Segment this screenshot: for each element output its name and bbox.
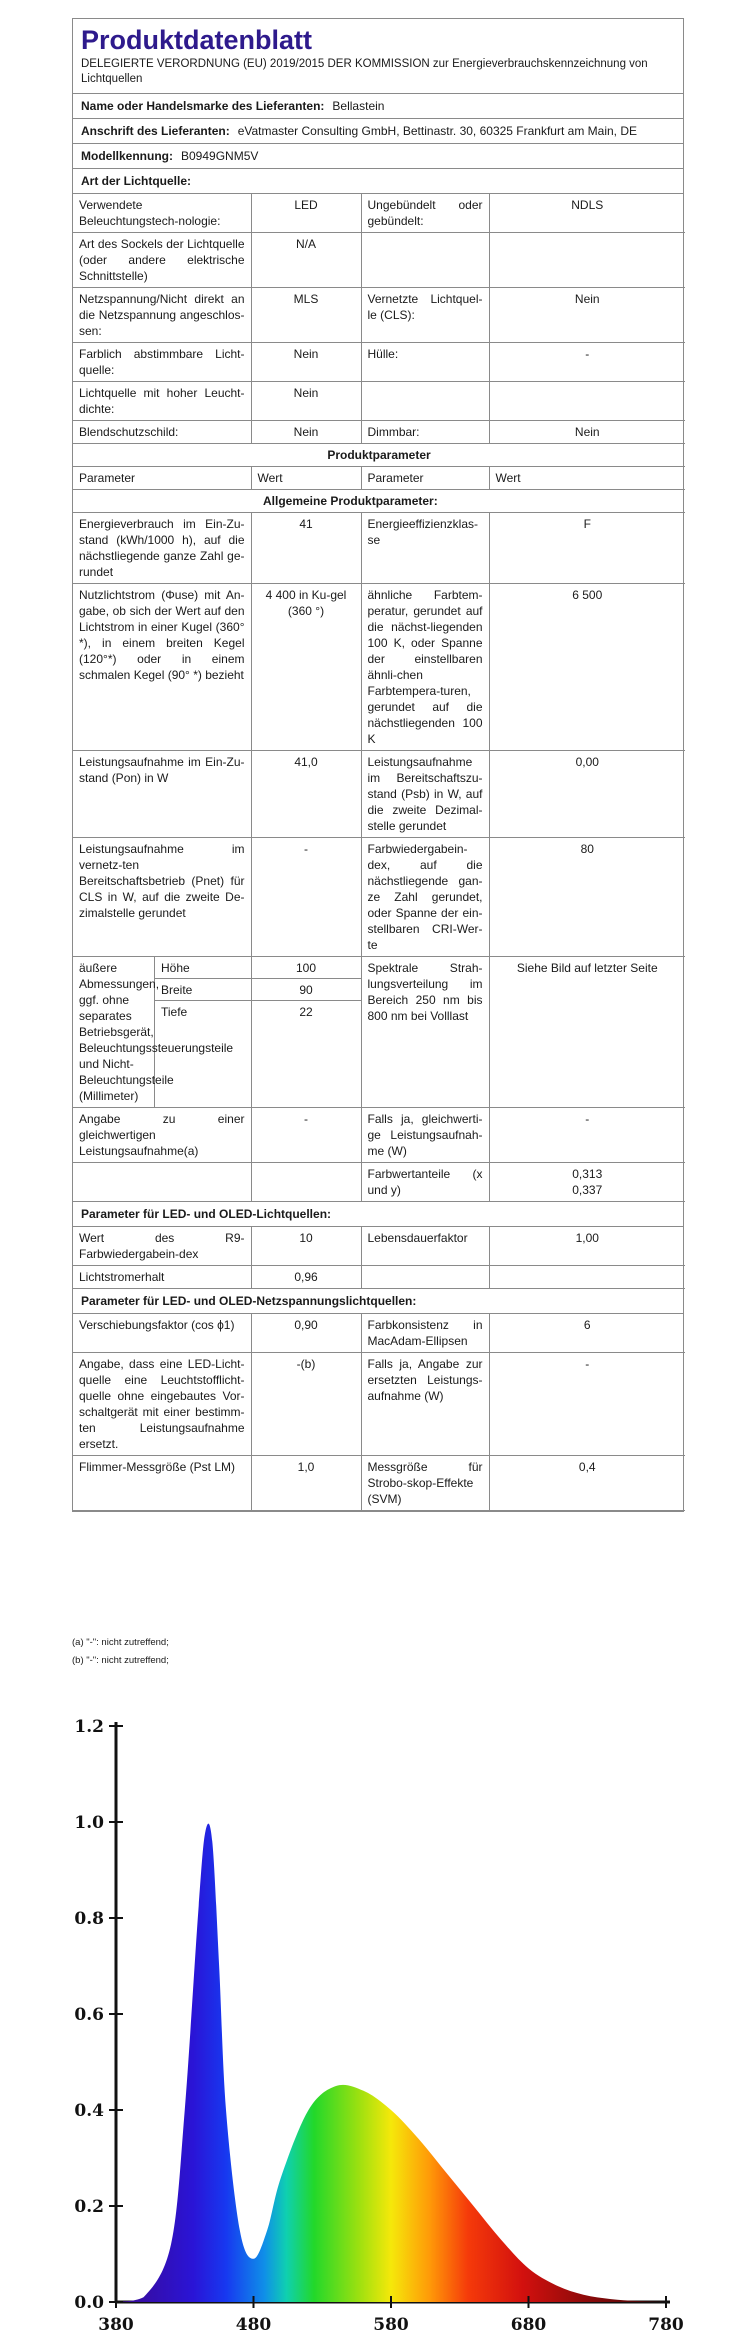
page-title: Produktdatenblatt bbox=[81, 25, 313, 55]
product-param-extra-v2: 0,313 0,337 bbox=[489, 1163, 685, 1202]
product-param-row bbox=[73, 751, 685, 838]
general-params-heading: Allgemeine Produktparameter: bbox=[73, 490, 685, 513]
product-param-row bbox=[73, 513, 685, 584]
light-source-l1: Lichtquelle mit hoher Leucht-dichte: bbox=[73, 382, 251, 421]
dimensions-label: äußere Abmessungen, ggf. ohne separates Betriebsgerät, Beleuchtungssteuerungsteile und Nicht-Beleuchtungsteile (Millimeter) bbox=[73, 957, 155, 1107]
y-tick-label: 1.2 bbox=[74, 1717, 104, 1737]
mains-param-v1: 0,90 bbox=[251, 1314, 361, 1353]
led-params-heading: Parameter für LED- und OLED-Lichtquellen: bbox=[73, 1202, 683, 1227]
product-datasheet bbox=[72, 18, 684, 1512]
regulation-text: DELEGIERTE VERORDNUNG (EU) 2019/2015 DER KOMMISSION zur Energieverbrauchskennzeichnung von Lichtquellen bbox=[81, 58, 648, 85]
mains-param-l2: Farbkonsistenz in MacAdam-Ellipsen bbox=[361, 1314, 489, 1353]
x-tick-label: 680 bbox=[510, 2315, 547, 2335]
product-param-extra-row bbox=[73, 1108, 685, 1163]
product-param-extra-v1: - bbox=[251, 1108, 361, 1163]
supplier-name-label: Name oder Handelsmarke des Lieferanten: bbox=[81, 99, 325, 113]
product-param-v2: F bbox=[489, 513, 685, 584]
light-source-heading: Art der Lichtquelle: bbox=[73, 169, 683, 194]
product-param-l1: Leistungsaufnahme im Ein-Zu-stand (Pon) in W bbox=[73, 751, 251, 838]
mains-param-v1: 1,0 bbox=[251, 1456, 361, 1511]
led-param-row bbox=[73, 1266, 685, 1289]
light-source-v1: Nein bbox=[251, 382, 361, 421]
light-source-l2: Ungebündelt oder gebündelt: bbox=[361, 194, 489, 233]
footnote-a: (a) "-": nicht zutreffend; bbox=[72, 1637, 169, 1648]
product-param-v1: 41 bbox=[251, 513, 361, 584]
model-label: Modellkennung: bbox=[81, 149, 173, 163]
spectral-distribution-chart bbox=[54, 1690, 694, 2340]
light-source-row bbox=[73, 233, 685, 288]
dimension-values bbox=[251, 957, 361, 1108]
mains-params-heading: Parameter für LED- und OLED-Netzspannungslichtquellen: bbox=[73, 1289, 683, 1314]
product-param-l2: Energieeffizienzklas-se bbox=[361, 513, 489, 584]
header bbox=[73, 19, 683, 94]
light-source-l1: Netzspannung/Nicht direkt an die Netzspannung angeschlos-sen: bbox=[73, 288, 251, 343]
mains-param-v2: 6 bbox=[489, 1314, 685, 1353]
supplier-address-label: Anschrift des Lieferanten: bbox=[81, 124, 230, 138]
spectral-distribution-label: Spektrale Strah-lungsverteilung im Bereich 250 nm bis 800 nm bei Volllast bbox=[361, 957, 489, 1108]
product-param-v2: 80 bbox=[489, 838, 685, 957]
light-source-row bbox=[73, 288, 685, 343]
product-param-l1: Nutzlichtstrom (Φuse) mit An-gabe, ob sich der Wert auf den Lichtstrom in einer Kugel (360° *), in einem breiten Kegel (120°*) oder in einem schmalen Kegel (90° *) bezieht bbox=[73, 584, 251, 751]
led-param-l1: Lichtstromerhalt bbox=[73, 1266, 251, 1289]
product-param-extra-v2: - bbox=[489, 1108, 685, 1163]
x-tick-label: 580 bbox=[373, 2315, 409, 2335]
col-param-2: Parameter bbox=[361, 467, 489, 490]
led-params-table bbox=[73, 1227, 685, 1289]
product-param-l2: Farbwiedergabein-dex, auf die nächstliegende gan-ze Zahl gerundet, oder Spanne der ein-stellbaren CRI-Wer-te bbox=[361, 838, 489, 957]
light-source-l2: Hülle: bbox=[361, 343, 489, 382]
light-source-v2: Nein bbox=[489, 421, 685, 444]
led-param-v2 bbox=[489, 1266, 685, 1289]
product-params-table bbox=[73, 444, 685, 1202]
light-source-row bbox=[73, 421, 685, 444]
model-value: B0949GNM5V bbox=[181, 149, 259, 163]
light-source-row bbox=[73, 194, 685, 233]
mains-param-l1: Angabe, dass eine LED-Licht-quelle eine Leuchtstofflicht-quelle ohne eingebautes Vor-schaltgerät mit einer bestimm-ten Leistungsaufnahme ersetzt. bbox=[73, 1353, 251, 1456]
light-source-l2: Vernetzte Lichtquel-le (CLS): bbox=[361, 288, 489, 343]
product-param-v1: - bbox=[251, 838, 361, 957]
light-source-v2: - bbox=[489, 343, 685, 382]
light-source-l1: Art des Sockels der Lichtquelle (oder andere elektrische Schnittstelle) bbox=[73, 233, 251, 288]
mains-param-v2: 0,4 bbox=[489, 1456, 685, 1511]
product-param-v1: 4 400 in Ku-gel (360 °) bbox=[251, 584, 361, 751]
product-param-extra-l1 bbox=[73, 1163, 251, 1202]
col-value-2: Wert bbox=[489, 467, 685, 490]
y-tick-label: 0.6 bbox=[74, 2005, 104, 2025]
mains-param-l2: Messgröße für Strobo-skop-Effekte (SVM) bbox=[361, 1456, 489, 1511]
mains-param-row bbox=[73, 1456, 685, 1511]
mains-param-l2: Falls ja, Angabe zur ersetzten Leistungs-aufnahme (W) bbox=[361, 1353, 489, 1456]
led-param-l1: Wert des R9-Farbwiedergabein-dex bbox=[73, 1227, 251, 1266]
dimension-height-label: Höhe bbox=[161, 961, 190, 975]
product-params-heading: Produktparameter bbox=[73, 444, 685, 467]
mains-param-row bbox=[73, 1314, 685, 1353]
y-tick-label: 1.0 bbox=[74, 1813, 104, 1833]
supplier-address-row bbox=[73, 119, 683, 144]
light-source-row bbox=[73, 382, 685, 421]
mains-param-v2: - bbox=[489, 1353, 685, 1456]
footnotes bbox=[72, 1634, 169, 1670]
light-source-l2 bbox=[361, 233, 489, 288]
y-tick-label: 0.8 bbox=[74, 1909, 104, 1929]
led-param-v1: 0,96 bbox=[251, 1266, 361, 1289]
led-param-v2: 1,00 bbox=[489, 1227, 685, 1266]
product-param-extra-l1: Angabe zu einer gleichwertigen Leistungsaufnahme(a) bbox=[73, 1108, 251, 1163]
product-param-row bbox=[73, 838, 685, 957]
x-tick-label: 780 bbox=[648, 2315, 684, 2335]
supplier-address-value: eVatmaster Consulting GmbH, Bettinastr. 30, 60325 Frankfurt am Main, DE bbox=[237, 124, 637, 138]
mains-param-v1: -(b) bbox=[251, 1353, 361, 1456]
spectrum-area bbox=[116, 1824, 666, 2302]
dimension-depth-label: Tiefe bbox=[161, 1005, 188, 1019]
mains-param-row bbox=[73, 1353, 685, 1456]
dimension-width-label: Breite bbox=[161, 983, 193, 997]
product-param-l2: ähnliche Farbtem-peratur, gerundet auf die nächst-liegenden 100 K, oder Spanne der einstellbaren ähnli-chen Farbtempera-turen, gerundet auf die nächstliegenden 100 K bbox=[361, 584, 489, 751]
light-source-l1: Farblich abstimmbare Licht-quelle: bbox=[73, 343, 251, 382]
light-source-v2: NDLS bbox=[489, 194, 685, 233]
dimension-depth-value: 22 bbox=[299, 1005, 313, 1019]
dimension-height-value: 100 bbox=[252, 957, 361, 979]
light-source-v2 bbox=[489, 382, 685, 421]
light-source-v1: MLS bbox=[251, 288, 361, 343]
product-param-extra-l2: Farbwertanteile (x und y) bbox=[361, 1163, 489, 1202]
light-source-row bbox=[73, 343, 685, 382]
col-value-1: Wert bbox=[251, 467, 361, 490]
dimension-width-value: 90 bbox=[252, 979, 361, 1001]
led-param-row bbox=[73, 1227, 685, 1266]
dimensions-cell bbox=[73, 957, 251, 1108]
model-row bbox=[73, 144, 683, 169]
product-param-v2: 6 500 bbox=[489, 584, 685, 751]
dimension-names bbox=[155, 957, 251, 1107]
light-source-l1: Verwendete Beleuchtungstech-nologie: bbox=[73, 194, 251, 233]
y-tick-label: 0.2 bbox=[74, 2197, 104, 2217]
product-param-v1: 41,0 bbox=[251, 751, 361, 838]
y-tick-label: 0.4 bbox=[74, 2101, 104, 2121]
light-source-l2 bbox=[361, 382, 489, 421]
product-param-extra-v1 bbox=[251, 1163, 361, 1202]
product-param-extra-l2: Falls ja, gleichwerti-ge Leistungsaufnah-me (W) bbox=[361, 1108, 489, 1163]
light-source-v2 bbox=[489, 233, 685, 288]
light-source-table bbox=[73, 194, 685, 444]
y-tick-label: 0.0 bbox=[74, 2293, 104, 2313]
spectral-distribution-value: Siehe Bild auf letzter Seite bbox=[489, 957, 685, 1108]
light-source-v1: Nein bbox=[251, 421, 361, 444]
footnote-b: (b) "-": nicht zutreffend; bbox=[72, 1655, 169, 1666]
light-source-v1: N/A bbox=[251, 233, 361, 288]
supplier-name-row bbox=[73, 94, 683, 119]
product-param-row bbox=[73, 584, 685, 751]
light-source-v2: Nein bbox=[489, 288, 685, 343]
mains-param-l1: Flimmer-Messgröße (Pst LM) bbox=[73, 1456, 251, 1511]
product-param-l1: Energieverbrauch im Ein-Zu-stand (kWh/1000 h), auf die nächstliegende ganze Zahl ge-rundet bbox=[73, 513, 251, 584]
light-source-v1: LED bbox=[251, 194, 361, 233]
light-source-v1: Nein bbox=[251, 343, 361, 382]
led-param-v1: 10 bbox=[251, 1227, 361, 1266]
light-source-l2: Dimmbar: bbox=[361, 421, 489, 444]
supplier-name-value: Bellastein bbox=[332, 99, 385, 113]
col-param-1: Parameter bbox=[73, 467, 251, 490]
led-param-l2: Lebensdauerfaktor bbox=[361, 1227, 489, 1266]
mains-params-table bbox=[73, 1314, 685, 1511]
led-param-l2 bbox=[361, 1266, 489, 1289]
product-param-l2: Leistungsaufnahme im Bereitschaftszu-stand (Psb) in W, auf die zweite Dezimal-stelle gerundet bbox=[361, 751, 489, 838]
product-param-extra-row bbox=[73, 1163, 685, 1202]
mains-param-l1: Verschiebungsfaktor (cos ϕ1) bbox=[73, 1314, 251, 1353]
x-tick-label: 480 bbox=[235, 2315, 272, 2335]
product-param-v2: 0,00 bbox=[489, 751, 685, 838]
x-tick-label: 380 bbox=[98, 2315, 134, 2335]
light-source-l1: Blendschutzschild: bbox=[73, 421, 251, 444]
product-param-l1: Leistungsaufnahme im vernetz-ten Bereitschaftsbetrieb (Pnet) für CLS in W, auf die zweite De-zimalstelle gerundet bbox=[73, 838, 251, 957]
